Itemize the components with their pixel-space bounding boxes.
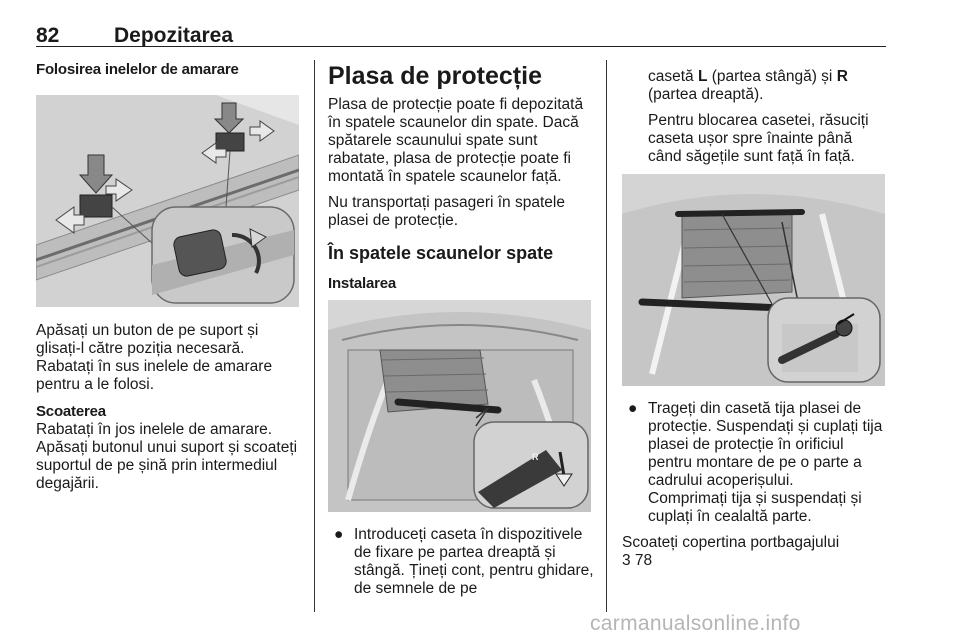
column-divider-1 [314,60,315,612]
removal-instruction: Rabatați în jos inelele de amarare. Apăsați butonul unui suport și scoateți suportul de pe șină prin intermediul degajării. [36,421,298,492]
cont-text-c: (partea stângă) și [707,68,837,85]
protection-net-warning: Nu transportați pasageri în spatele plasei de protecție. [328,194,565,229]
site-watermark: carmanualsonline.info [590,612,801,635]
column-3 [622,60,890,578]
bullet-mount-text-b: Comprimați tija și suspendați și cuplați în cealaltă parte. [648,490,862,525]
column-2 [328,60,596,606]
bullet-marker: ● [628,400,638,417]
mark-right: R [836,68,848,85]
page-reference[interactable] [622,552,890,570]
cont-text-a: casetă [648,68,698,85]
reference-page-number: 78 [630,552,653,569]
protection-net-intro: Plasa de protecție poate fi depozitată în spatele scaunelor din spate. Dacă spătarele scaunului spate sunt rabatate, plasa de protecție poate fi montată în spatele scaunelor față. [328,96,584,185]
lashing-rings-heading: Folosirea inelelor de amarare [36,61,239,78]
cassette-marks-continuation [622,68,890,104]
removal-subheading: Scoaterea [36,403,106,420]
bullet-mount-rod [622,400,890,526]
installation-figure [328,300,591,512]
remove-cover-instruction: Scoateți copertina portbagajului [622,534,840,551]
lock-cassette-instruction: Pentru blocarea casetei, răsuciți caseta ușor spre înainte până când săgețile sunt față în față. [648,112,869,165]
column-1 [36,60,299,501]
bullet-insert-cassette [328,526,596,598]
lashing-rings-figure [36,95,299,307]
rear-seats-section: În spatele scaunelor spate [328,243,554,263]
page-header [36,6,886,47]
cont-text-e: (partea dreaptă). [648,86,764,103]
column-divider-2 [606,60,607,612]
lashing-rings-instruction: Apăsați un buton de pe suport și glisați-l către poziția necesară. Rabatați în sus inelele de amarare pentru a le folosi. [36,322,273,393]
bullet-insert-text: Introduceți caseta în dispozitivele de fixare pe partea dreaptă și stângă. Țineți cont, pentru ghidare, de semnele de pe [354,526,594,597]
mark-left: L [697,68,708,85]
net-mounting-figure [622,174,885,386]
chapter-title: Depozitarea [114,24,234,47]
arrow-right-icon: 3 [622,552,631,569]
cassette-side-label: R [532,452,539,462]
bullet-mount-text-a: Trageți din casetă tija plasei de protecție. Suspendați și cuplați tija plasei de protecție în orificiul pentru montare de pe o parte a cadrului acoperișului. [648,400,883,489]
bullet-marker: ● [334,526,344,543]
page-number: 82 [36,24,60,47]
protection-net-title: Plasa de protecție [328,62,542,90]
installation-subheading: Instalarea [328,275,397,292]
